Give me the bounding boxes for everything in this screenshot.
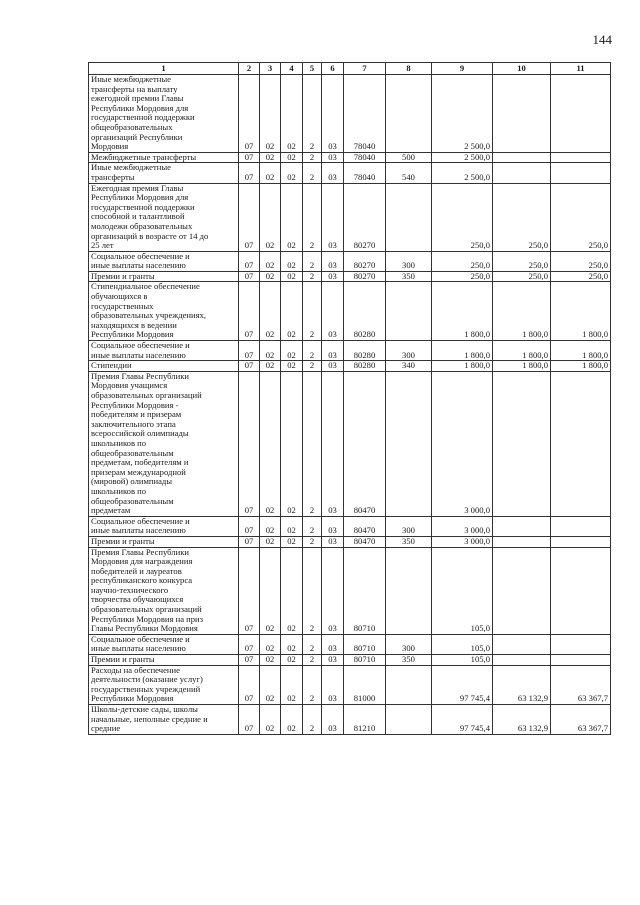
amount-year-1: 1 800,0 bbox=[432, 282, 493, 341]
amount-year-3 bbox=[551, 634, 611, 654]
expense-type-code bbox=[386, 183, 432, 251]
table-row bbox=[89, 282, 611, 341]
amount-year-1: 1 800,0 bbox=[432, 361, 493, 372]
row-description: Иные межбюджетные трансферты на выплату ежегодной премии Главы Республики Мордовия для государственной поддержки общеобразовательных организаций Республики Мордовия bbox=[89, 75, 239, 153]
row-description: Социальное обеспечение и иные выплаты населению bbox=[89, 634, 239, 654]
amount-year-1: 3 000,0 bbox=[432, 536, 493, 547]
amount-year-2: 250,0 bbox=[493, 271, 551, 282]
expense-type-code: 500 bbox=[386, 152, 432, 163]
subsection-code: 02 bbox=[260, 282, 281, 341]
row-description: Премии и гранты bbox=[89, 655, 239, 666]
amount-year-2 bbox=[493, 655, 551, 666]
amount-year-2 bbox=[493, 516, 551, 536]
event-code: 03 bbox=[322, 361, 344, 372]
amount-year-2: 250,0 bbox=[493, 251, 551, 271]
amount-year-2 bbox=[493, 547, 551, 634]
program-code: 02 bbox=[281, 371, 303, 516]
program-code: 02 bbox=[281, 163, 303, 183]
table-body bbox=[89, 75, 611, 735]
column-header: 10 bbox=[493, 63, 551, 75]
section-code: 07 bbox=[239, 251, 260, 271]
program-code: 02 bbox=[281, 251, 303, 271]
column-header: 3 bbox=[260, 63, 281, 75]
row-description: Стипендии bbox=[89, 361, 239, 372]
row-description: Межбюджетные трансферты bbox=[89, 152, 239, 163]
subsection-code: 02 bbox=[260, 251, 281, 271]
amount-year-2 bbox=[493, 371, 551, 516]
event-code: 03 bbox=[322, 705, 344, 735]
subprogram-code: 2 bbox=[303, 536, 322, 547]
direction-code: 81210 bbox=[344, 705, 386, 735]
amount-year-3 bbox=[551, 516, 611, 536]
amount-year-3 bbox=[551, 75, 611, 153]
section-code: 07 bbox=[239, 183, 260, 251]
subsection-code: 02 bbox=[260, 163, 281, 183]
section-code: 07 bbox=[239, 282, 260, 341]
amount-year-3: 1 800,0 bbox=[551, 341, 611, 361]
program-code: 02 bbox=[281, 634, 303, 654]
header-row bbox=[89, 63, 611, 75]
section-code: 07 bbox=[239, 75, 260, 153]
subprogram-code: 2 bbox=[303, 516, 322, 536]
expense-type-code: 300 bbox=[386, 516, 432, 536]
column-header: 8 bbox=[386, 63, 432, 75]
subprogram-code: 2 bbox=[303, 341, 322, 361]
amount-year-3 bbox=[551, 536, 611, 547]
subsection-code: 02 bbox=[260, 665, 281, 704]
direction-code: 78040 bbox=[344, 75, 386, 153]
section-code: 07 bbox=[239, 665, 260, 704]
direction-code: 80280 bbox=[344, 361, 386, 372]
column-header: 5 bbox=[303, 63, 322, 75]
table-row bbox=[89, 251, 611, 271]
subsection-code: 02 bbox=[260, 634, 281, 654]
row-description: Ежегодная премия Главы Республики Мордовия для государственной поддержки способной и талантливой молодежи образовательных организаций в возрасте от 14 до 25 лет bbox=[89, 183, 239, 251]
direction-code: 80710 bbox=[344, 634, 386, 654]
direction-code: 78040 bbox=[344, 152, 386, 163]
event-code: 03 bbox=[322, 183, 344, 251]
amount-year-1: 2 500,0 bbox=[432, 163, 493, 183]
program-code: 02 bbox=[281, 361, 303, 372]
column-header: 7 bbox=[344, 63, 386, 75]
subsection-code: 02 bbox=[260, 341, 281, 361]
amount-year-3: 1 800,0 bbox=[551, 282, 611, 341]
subprogram-code: 2 bbox=[303, 271, 322, 282]
event-code: 03 bbox=[322, 655, 344, 666]
subsection-code: 02 bbox=[260, 75, 281, 153]
amount-year-1: 1 800,0 bbox=[432, 341, 493, 361]
expense-type-code: 300 bbox=[386, 634, 432, 654]
amount-year-1: 97 745,4 bbox=[432, 665, 493, 704]
event-code: 03 bbox=[322, 251, 344, 271]
amount-year-3: 63 367,7 bbox=[551, 705, 611, 735]
subprogram-code: 2 bbox=[303, 371, 322, 516]
direction-code: 81000 bbox=[344, 665, 386, 704]
event-code: 03 bbox=[322, 536, 344, 547]
amount-year-2: 1 800,0 bbox=[493, 282, 551, 341]
event-code: 03 bbox=[322, 163, 344, 183]
subprogram-code: 2 bbox=[303, 251, 322, 271]
direction-code: 80270 bbox=[344, 271, 386, 282]
amount-year-1: 250,0 bbox=[432, 271, 493, 282]
direction-code: 80710 bbox=[344, 655, 386, 666]
row-description: Расходы на обеспечение деятельности (оказание услуг) государственных учреждений Республики Мордовия bbox=[89, 665, 239, 704]
amount-year-1: 105,0 bbox=[432, 547, 493, 634]
subprogram-code: 2 bbox=[303, 163, 322, 183]
section-code: 07 bbox=[239, 341, 260, 361]
expense-type-code: 300 bbox=[386, 341, 432, 361]
program-code: 02 bbox=[281, 655, 303, 666]
amount-year-2: 1 800,0 bbox=[493, 361, 551, 372]
expense-type-code bbox=[386, 665, 432, 704]
direction-code: 80470 bbox=[344, 371, 386, 516]
row-description: Социальное обеспечение и иные выплаты населению bbox=[89, 341, 239, 361]
section-code: 07 bbox=[239, 152, 260, 163]
amount-year-2 bbox=[493, 75, 551, 153]
program-code: 02 bbox=[281, 547, 303, 634]
event-code: 03 bbox=[322, 341, 344, 361]
amount-year-2: 63 132,9 bbox=[493, 705, 551, 735]
subprogram-code: 2 bbox=[303, 183, 322, 251]
column-header: 6 bbox=[322, 63, 344, 75]
program-code: 02 bbox=[281, 183, 303, 251]
section-code: 07 bbox=[239, 536, 260, 547]
table-row bbox=[89, 536, 611, 547]
column-header: 9 bbox=[432, 63, 493, 75]
subsection-code: 02 bbox=[260, 371, 281, 516]
amount-year-3: 63 367,7 bbox=[551, 665, 611, 704]
program-code: 02 bbox=[281, 152, 303, 163]
column-header: 4 bbox=[281, 63, 303, 75]
section-code: 07 bbox=[239, 371, 260, 516]
direction-code: 78040 bbox=[344, 163, 386, 183]
amount-year-3: 250,0 bbox=[551, 271, 611, 282]
subprogram-code: 2 bbox=[303, 705, 322, 735]
program-code: 02 bbox=[281, 516, 303, 536]
subsection-code: 02 bbox=[260, 536, 281, 547]
subprogram-code: 2 bbox=[303, 75, 322, 153]
amount-year-1: 3 000,0 bbox=[432, 516, 493, 536]
section-code: 07 bbox=[239, 634, 260, 654]
table-row bbox=[89, 361, 611, 372]
amount-year-1: 3 000,0 bbox=[432, 371, 493, 516]
subsection-code: 02 bbox=[260, 183, 281, 251]
amount-year-3: 1 800,0 bbox=[551, 361, 611, 372]
row-description: Премия Главы Республики Мордовия учащимся образовательных организаций Республики Мордовия - победителям и призерам заключительного этапа всероссийской олимпиады школьников по общеобразовательным предметам, победителям и призерам международной (мировой) олимпиады школьников по общеобразовательным предметам bbox=[89, 371, 239, 516]
section-code: 07 bbox=[239, 271, 260, 282]
row-description: Премии и гранты bbox=[89, 536, 239, 547]
amount-year-3 bbox=[551, 152, 611, 163]
section-code: 07 bbox=[239, 705, 260, 735]
amount-year-1: 105,0 bbox=[432, 634, 493, 654]
subprogram-code: 2 bbox=[303, 282, 322, 341]
amount-year-2: 63 132,9 bbox=[493, 665, 551, 704]
subprogram-code: 2 bbox=[303, 361, 322, 372]
event-code: 03 bbox=[322, 634, 344, 654]
amount-year-3 bbox=[551, 163, 611, 183]
amount-year-3 bbox=[551, 655, 611, 666]
row-description: Премии и гранты bbox=[89, 271, 239, 282]
expense-type-code bbox=[386, 547, 432, 634]
direction-code: 80710 bbox=[344, 547, 386, 634]
table-row bbox=[89, 371, 611, 516]
table-row bbox=[89, 665, 611, 704]
table-row bbox=[89, 183, 611, 251]
subsection-code: 02 bbox=[260, 361, 281, 372]
amount-year-2 bbox=[493, 163, 551, 183]
event-code: 03 bbox=[322, 271, 344, 282]
row-description: Социальное обеспечение и иные выплаты населению bbox=[89, 516, 239, 536]
table-row bbox=[89, 271, 611, 282]
direction-code: 80280 bbox=[344, 341, 386, 361]
subsection-code: 02 bbox=[260, 152, 281, 163]
amount-year-1: 97 745,4 bbox=[432, 705, 493, 735]
program-code: 02 bbox=[281, 705, 303, 735]
column-header: 2 bbox=[239, 63, 260, 75]
table-row bbox=[89, 705, 611, 735]
amount-year-1: 2 500,0 bbox=[432, 75, 493, 153]
column-header: 1 bbox=[89, 63, 239, 75]
program-code: 02 bbox=[281, 282, 303, 341]
amount-year-3 bbox=[551, 371, 611, 516]
amount-year-1: 250,0 bbox=[432, 183, 493, 251]
amount-year-3: 250,0 bbox=[551, 251, 611, 271]
direction-code: 80470 bbox=[344, 516, 386, 536]
expense-type-code: 350 bbox=[386, 536, 432, 547]
section-code: 07 bbox=[239, 163, 260, 183]
program-code: 02 bbox=[281, 536, 303, 547]
amount-year-3: 250,0 bbox=[551, 183, 611, 251]
expense-type-code: 300 bbox=[386, 251, 432, 271]
program-code: 02 bbox=[281, 665, 303, 704]
expense-type-code bbox=[386, 705, 432, 735]
amount-year-2 bbox=[493, 152, 551, 163]
event-code: 03 bbox=[322, 282, 344, 341]
column-header: 11 bbox=[551, 63, 611, 75]
row-description: Премия Главы Республики Мордовия для награждения победителей и лауреатов республиканского конкурса научно-технического творчества обучающихся образовательных организаций Республики Мордовия на приз Главы Республики Мордовия bbox=[89, 547, 239, 634]
amount-year-3 bbox=[551, 547, 611, 634]
budget-table bbox=[88, 62, 611, 735]
subsection-code: 02 bbox=[260, 547, 281, 634]
expense-type-code: 540 bbox=[386, 163, 432, 183]
expense-type-code bbox=[386, 75, 432, 153]
direction-code: 80280 bbox=[344, 282, 386, 341]
row-description: Школы-детские сады, школы начальные, неполные средние и средние bbox=[89, 705, 239, 735]
table-row bbox=[89, 163, 611, 183]
subsection-code: 02 bbox=[260, 516, 281, 536]
expense-type-code bbox=[386, 282, 432, 341]
direction-code: 80470 bbox=[344, 536, 386, 547]
amount-year-2: 1 800,0 bbox=[493, 341, 551, 361]
amount-year-2 bbox=[493, 536, 551, 547]
section-code: 07 bbox=[239, 547, 260, 634]
table-row bbox=[89, 341, 611, 361]
subprogram-code: 2 bbox=[303, 547, 322, 634]
program-code: 02 bbox=[281, 341, 303, 361]
section-code: 07 bbox=[239, 516, 260, 536]
table-row bbox=[89, 75, 611, 153]
subsection-code: 02 bbox=[260, 271, 281, 282]
row-description: Социальное обеспечение и иные выплаты населению bbox=[89, 251, 239, 271]
amount-year-1: 105,0 bbox=[432, 655, 493, 666]
event-code: 03 bbox=[322, 547, 344, 634]
expense-type-code: 350 bbox=[386, 271, 432, 282]
amount-year-2: 250,0 bbox=[493, 183, 551, 251]
event-code: 03 bbox=[322, 516, 344, 536]
subsection-code: 02 bbox=[260, 655, 281, 666]
event-code: 03 bbox=[322, 665, 344, 704]
amount-year-1: 2 500,0 bbox=[432, 152, 493, 163]
expense-type-code: 350 bbox=[386, 655, 432, 666]
subprogram-code: 2 bbox=[303, 665, 322, 704]
page-number: 144 bbox=[592, 32, 612, 47]
expense-type-code: 340 bbox=[386, 361, 432, 372]
table-row bbox=[89, 152, 611, 163]
subprogram-code: 2 bbox=[303, 655, 322, 666]
table-row bbox=[89, 655, 611, 666]
row-description: Стипендиальное обеспечение обучающихся в государственных образовательных учреждениях, находящихся в ведении Республики Мордовия bbox=[89, 282, 239, 341]
section-code: 07 bbox=[239, 655, 260, 666]
expense-type-code bbox=[386, 371, 432, 516]
section-code: 07 bbox=[239, 361, 260, 372]
direction-code: 80270 bbox=[344, 183, 386, 251]
subsection-code: 02 bbox=[260, 705, 281, 735]
event-code: 03 bbox=[322, 75, 344, 153]
program-code: 02 bbox=[281, 271, 303, 282]
amount-year-2 bbox=[493, 634, 551, 654]
table-row bbox=[89, 547, 611, 634]
table-row bbox=[89, 634, 611, 654]
event-code: 03 bbox=[322, 152, 344, 163]
table-row bbox=[89, 516, 611, 536]
row-description: Иные межбюджетные трансферты bbox=[89, 163, 239, 183]
amount-year-1: 250,0 bbox=[432, 251, 493, 271]
direction-code: 80270 bbox=[344, 251, 386, 271]
program-code: 02 bbox=[281, 75, 303, 153]
subprogram-code: 2 bbox=[303, 152, 322, 163]
event-code: 03 bbox=[322, 371, 344, 516]
subprogram-code: 2 bbox=[303, 634, 322, 654]
